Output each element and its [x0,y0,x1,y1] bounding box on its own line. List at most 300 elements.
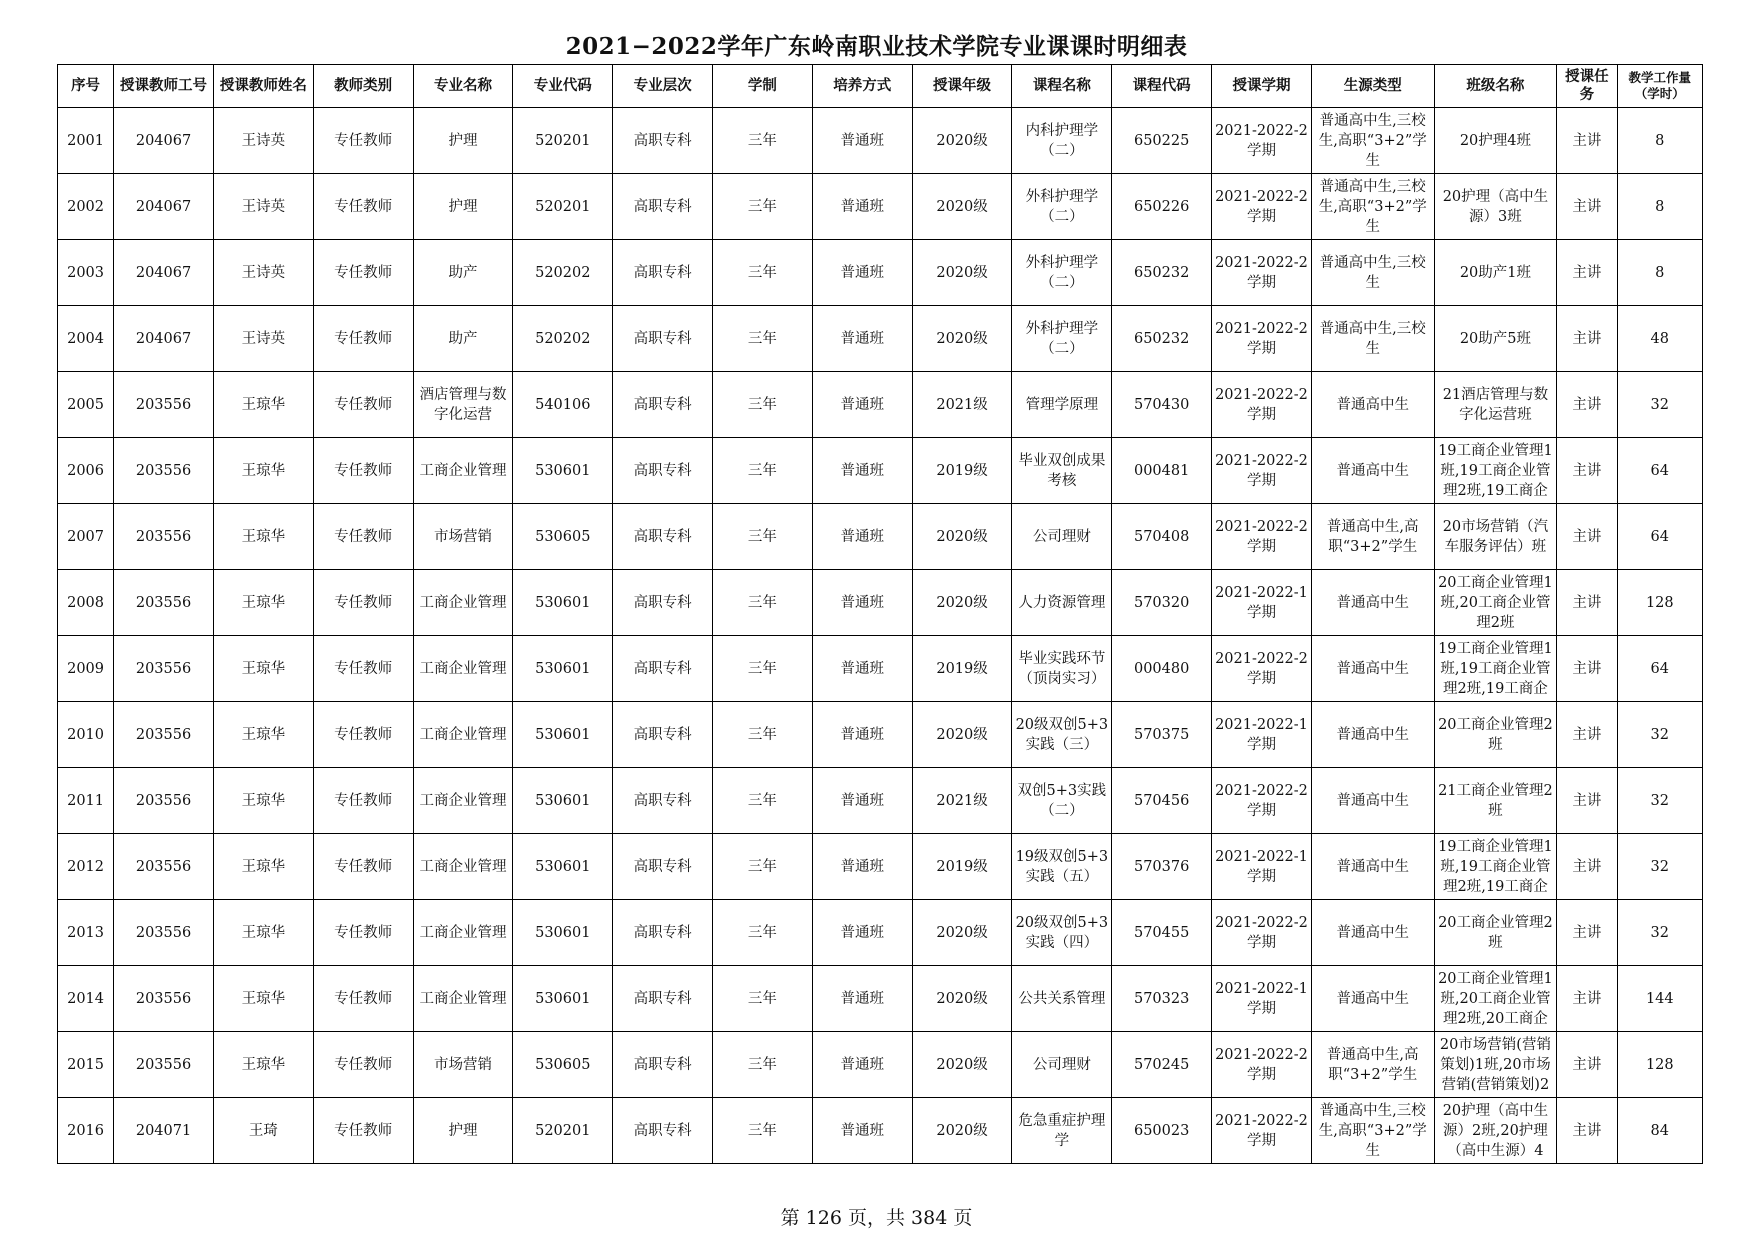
cell-text: 主讲 [1572,330,1602,347]
cell-text: 普通高中生,三校生,高职“3+2”学生 [1318,1102,1427,1159]
cell-text: 普通高中生 [1336,660,1409,677]
cell-text: 204067 [135,198,192,215]
cell-task [1557,768,1617,834]
cell-text: 2014 [67,990,105,1007]
cell-text: 20工商企业管理2班 [1438,914,1553,951]
cell-text: 普通高中生 [1336,594,1409,611]
header-cell: 课程名称 [1012,65,1112,108]
cell-grade [912,504,1012,570]
cell-text: 530605 [535,528,591,545]
cell-text: 普通高中生 [1336,924,1409,941]
cell-course-name [1012,504,1112,570]
cell-serial-no [58,636,114,702]
cell-training-mode [812,306,912,372]
cell-training-mode [812,504,912,570]
cell-major-code [513,702,613,768]
cell-text: 普通高中生,三校生 [1319,320,1426,357]
cell-semester [1212,768,1312,834]
cell-duration [713,504,813,570]
cell-semester [1212,570,1312,636]
cell-text: 高职专科 [633,1122,692,1139]
cell-text: 2008 [67,594,105,611]
cell-text: 三年 [747,792,777,809]
cell-major-name [413,570,513,636]
cell-text: 2021-2022-2学期 [1215,254,1308,291]
cell-training-mode [812,768,912,834]
cell-serial-no [58,966,114,1032]
cell-text: 主讲 [1572,660,1602,677]
cell-course-name [1012,108,1112,174]
cell-student-source [1311,900,1434,966]
cell-duration [713,108,813,174]
cell-semester [1212,174,1312,240]
cell-major-level [613,174,713,240]
cell-text: 普通班 [840,924,884,941]
cell-semester [1212,1032,1312,1098]
table-row [58,966,1703,1032]
cell-class-name [1434,174,1557,240]
cell-text: 普通高中生 [1336,396,1409,413]
cell-text: 普通高中生 [1336,726,1409,743]
cell-text: 570320 [1133,594,1190,611]
cell-text: 专任教师 [334,792,393,809]
cell-text: 2021-2022-2学期 [1215,914,1308,951]
cell-duration [713,834,813,900]
cell-semester [1212,702,1312,768]
cell-text: 三年 [747,726,777,743]
cell-grade [912,108,1012,174]
cell-major-code [513,1032,613,1098]
cell-text: 高职专科 [633,132,692,149]
cell-grade [912,900,1012,966]
header-cell: 生源类型 [1311,65,1434,108]
cell-duration [713,636,813,702]
cell-text: 650232 [1133,330,1190,347]
table-row [58,636,1703,702]
cell-text: 三年 [747,1122,777,1139]
cell-text: 专任教师 [334,594,393,611]
cell-teacher-id [114,900,214,966]
cell-grade [912,372,1012,438]
cell-serial-no [58,306,114,372]
cell-major-code [513,570,613,636]
cell-text: 专任教师 [334,660,393,677]
cell-text: 570456 [1133,792,1190,809]
cell-text: 专任教师 [334,264,393,281]
cell-major-level [613,240,713,306]
cell-major-code [513,372,613,438]
cell-text: 王琼华 [241,792,286,809]
cell-grade [912,966,1012,1032]
cell-task [1557,570,1617,636]
cell-text: 8 [1655,132,1665,149]
cell-major-name [413,966,513,1032]
cell-major-code [513,108,613,174]
cell-text: 2019级 [936,858,988,875]
cell-course-name [1012,570,1112,636]
cell-serial-no [58,240,114,306]
cell-serial-no [58,438,114,504]
cell-text: 570430 [1133,396,1190,413]
cell-major-code [513,1098,613,1164]
cell-text: 20助产1班 [1459,264,1532,281]
cell-grade [912,240,1012,306]
cell-task [1557,636,1617,702]
cell-teacher-id [114,966,214,1032]
cell-serial-no [58,570,114,636]
cell-duration [713,1098,813,1164]
cell-teacher-id [114,438,214,504]
cell-text: 20护理4班 [1459,132,1532,149]
cell-training-mode [812,834,912,900]
cell-text: 2021-2022-1学期 [1215,584,1308,621]
cell-text: 主讲 [1572,858,1602,875]
cell-text: 内科护理学（二） [1025,122,1099,159]
cell-teacher-type [313,108,413,174]
cell-text: 2021级 [936,396,988,413]
cell-teacher-type [313,1098,413,1164]
cell-course-name [1012,372,1112,438]
cell-text: 2020级 [936,990,988,1007]
cell-text: 市场营销 [433,1056,492,1073]
cell-semester [1212,966,1312,1032]
cell-text: 520202 [535,330,591,347]
header-cell: 授课教师工号 [114,65,214,108]
cell-text: 2004 [67,330,105,347]
cell-semester [1212,108,1312,174]
cell-text: 三年 [747,462,777,479]
cell-text: 主讲 [1572,1122,1602,1139]
cell-duration [713,372,813,438]
cell-text: 2016 [67,1122,105,1139]
cell-course-name [1012,768,1112,834]
cell-major-code [513,834,613,900]
cell-text: 530601 [535,726,591,743]
cell-text: 19工商企业管理1班,19工商企业管理2班,19工商企 [1438,838,1553,895]
cell-text: 2020级 [936,1122,988,1139]
cell-task [1557,240,1617,306]
cell-student-source [1311,240,1434,306]
cell-text: 530601 [535,462,591,479]
cell-text: 530601 [535,990,591,1007]
cell-text: 普通高中生 [1336,462,1409,479]
table-row [58,174,1703,240]
cell-training-mode [812,966,912,1032]
cell-class-name [1434,768,1557,834]
cell-task [1557,966,1617,1032]
cell-teacher-type [313,900,413,966]
cell-text: 普通高中生 [1336,858,1409,875]
cell-training-mode [812,570,912,636]
cell-text: 普通班 [840,660,884,677]
cell-major-level [613,966,713,1032]
cell-text: 530605 [535,1056,591,1073]
cell-text: 84 [1650,1122,1669,1139]
cell-text: 2020级 [936,264,988,281]
cell-serial-no [58,834,114,900]
cell-text: 助产 [448,264,478,281]
cell-major-name [413,834,513,900]
cell-course-code [1112,1098,1212,1164]
header-cell: 班级名称 [1434,65,1557,108]
cell-class-name [1434,966,1557,1032]
header-cell: 教师类别 [313,65,413,108]
cell-course-code [1112,372,1212,438]
cell-text: 王诗英 [241,264,286,281]
cell-major-level [613,1098,713,1164]
cell-course-code [1112,504,1212,570]
cell-major-code [513,900,613,966]
cell-text: 主讲 [1572,528,1602,545]
cell-text: 王琼华 [241,726,286,743]
cell-text: 2020级 [936,198,988,215]
cell-text: 530601 [535,660,591,677]
cell-duration [713,900,813,966]
cell-text: 外科护理学（二） [1025,320,1099,357]
cell-student-source [1311,504,1434,570]
cell-major-level [613,108,713,174]
cell-major-name [413,306,513,372]
cell-teacher-name [213,1098,313,1164]
cell-serial-no [58,702,114,768]
cell-major-level [613,834,713,900]
cell-workload [1617,1032,1702,1098]
cell-text: 公司理财 [1032,1056,1091,1073]
cell-workload [1617,834,1702,900]
cell-text: 32 [1650,396,1669,413]
cell-text: 主讲 [1572,594,1602,611]
cell-text: 203556 [135,924,192,941]
cell-major-code [513,636,613,702]
cell-duration [713,174,813,240]
cell-class-name [1434,834,1557,900]
cell-class-name [1434,240,1557,306]
cell-text: 2020级 [936,594,988,611]
cell-text: 普通高中生,三校生,高职“3+2”学生 [1318,112,1427,169]
cell-teacher-type [313,834,413,900]
cell-text: 2021-2022-2学期 [1215,122,1308,159]
cell-text: 20工商企业管理1班,20工商企业管理2班,20工商企 [1438,970,1553,1027]
cell-teacher-name [213,834,313,900]
cell-text: 19工商企业管理1班,19工商企业管理2班,19工商企 [1438,640,1553,697]
cell-text: 三年 [747,924,777,941]
cell-text: 19工商企业管理1班,19工商企业管理2班,19工商企 [1438,442,1553,499]
cell-semester [1212,834,1312,900]
cell-text: 2020级 [936,1056,988,1073]
cell-text: 工商企业管理 [419,462,507,479]
page-footer: 第 126 页，共 384 页 [780,1207,973,1229]
cell-text: 工商企业管理 [419,726,507,743]
cell-text: 2011 [67,792,105,809]
cell-text: 高职专科 [633,330,692,347]
cell-semester [1212,900,1312,966]
table-row [58,372,1703,438]
cell-major-name [413,108,513,174]
cell-task [1557,834,1617,900]
cell-teacher-type [313,174,413,240]
cell-text: 203556 [135,594,192,611]
cell-student-source [1311,1032,1434,1098]
cell-course-code [1112,570,1212,636]
header-cell: 培养方式 [812,65,912,108]
cell-major-code [513,240,613,306]
cell-text: 2021-2022-1学期 [1215,980,1308,1017]
cell-major-level [613,768,713,834]
cell-major-level [613,504,713,570]
cell-student-source [1311,1098,1434,1164]
cell-teacher-type [313,702,413,768]
page-title: 2021−2022学年广东岭南职业技术学院专业课课时明细表 [565,33,1188,60]
cell-text: 530601 [535,594,591,611]
cell-text: 普通班 [840,1122,884,1139]
cell-text: 2009 [67,660,105,677]
cell-teacher-id [114,834,214,900]
cell-workload [1617,108,1702,174]
cell-text: 20助产5班 [1459,330,1532,347]
cell-major-code [513,438,613,504]
cell-text: 64 [1650,660,1669,677]
cell-text: 204067 [135,264,192,281]
cell-course-name [1012,702,1112,768]
cell-grade [912,768,1012,834]
cell-teacher-id [114,636,214,702]
cell-course-name [1012,636,1112,702]
cell-task [1557,900,1617,966]
cell-course-code [1112,240,1212,306]
table-row [58,1098,1703,1164]
cell-text: 三年 [747,198,777,215]
cell-semester [1212,636,1312,702]
cell-teacher-name [213,966,313,1032]
cell-major-name [413,504,513,570]
cell-text: 普通班 [840,990,884,1007]
cell-text: 高职专科 [633,528,692,545]
cell-grade [912,1032,1012,1098]
cell-teacher-id [114,1032,214,1098]
cell-text: 管理学原理 [1025,396,1099,413]
cell-text: 普通班 [840,858,884,875]
cell-text: 助产 [448,330,478,347]
cell-workload [1617,702,1702,768]
cell-workload [1617,768,1702,834]
cell-text: 2007 [67,528,105,545]
cell-serial-no [58,372,114,438]
cell-teacher-name [213,504,313,570]
cell-workload [1617,438,1702,504]
cell-text: 普通高中生,三校生 [1319,254,1426,291]
cell-workload [1617,900,1702,966]
cell-student-source [1311,966,1434,1032]
cell-major-name [413,702,513,768]
cell-teacher-type [313,372,413,438]
cell-text: 工商企业管理 [419,792,507,809]
cell-text: 520201 [535,198,591,215]
cell-text: 王琼华 [241,1056,286,1073]
cell-text: 三年 [747,330,777,347]
cell-text: 2006 [67,462,105,479]
cell-text: 8 [1655,198,1665,215]
cell-task [1557,108,1617,174]
table-row [58,834,1703,900]
cell-workload [1617,570,1702,636]
header-cell: 序号 [58,65,114,108]
table-row [58,306,1703,372]
cell-course-code [1112,438,1212,504]
cell-teacher-name [213,372,313,438]
cell-text: 64 [1650,528,1669,545]
cell-serial-no [58,1032,114,1098]
cell-text: 主讲 [1572,396,1602,413]
cell-duration [713,306,813,372]
cell-text: 2019级 [936,660,988,677]
cell-text: 高职专科 [633,990,692,1007]
cell-text: 工商企业管理 [419,660,507,677]
cell-text: 工商企业管理 [419,858,507,875]
cell-student-source [1311,174,1434,240]
table-row [58,900,1703,966]
header-cell: 授课教师姓名 [213,65,313,108]
cell-teacher-id [114,702,214,768]
cell-teacher-id [114,1098,214,1164]
cell-text: 2002 [67,198,105,215]
cell-teacher-type [313,570,413,636]
cell-major-level [613,372,713,438]
cell-course-code [1112,1032,1212,1098]
cell-text: 双创5+3实践（二） [1017,782,1107,819]
cell-course-code [1112,108,1212,174]
cell-text: 专任教师 [334,858,393,875]
cell-text: 650023 [1133,1122,1190,1139]
cell-text: 20市场营销(营销策划)1班,20市场营销(营销策划)2 [1439,1036,1551,1093]
cell-text: 主讲 [1572,990,1602,1007]
cell-major-code [513,174,613,240]
cell-course-code [1112,900,1212,966]
cell-text: 主讲 [1572,462,1602,479]
cell-task [1557,1098,1617,1164]
cell-task [1557,372,1617,438]
cell-class-name [1434,438,1557,504]
cell-course-code [1112,636,1212,702]
cell-text: 203556 [135,528,192,545]
cell-training-mode [812,1032,912,1098]
cell-training-mode [812,372,912,438]
cell-text: 19级双创5+3实践（五） [1015,848,1109,885]
cell-text: 专任教师 [334,462,393,479]
table-header [58,65,1703,108]
cell-text: 570323 [1133,990,1190,1007]
cell-text: 540106 [535,396,591,413]
cell-teacher-name [213,108,313,174]
cell-course-code [1112,768,1212,834]
table-body [58,108,1703,1164]
cell-teacher-id [114,372,214,438]
cell-teacher-id [114,240,214,306]
cell-text: 20级双创5+3实践（四） [1015,914,1109,951]
cell-text: 普通班 [840,528,884,545]
cell-course-name [1012,1032,1112,1098]
cell-text: 520202 [535,264,591,281]
cell-teacher-name [213,570,313,636]
cell-text: 20级双创5+3实践（三） [1015,716,1109,753]
cell-teacher-type [313,636,413,702]
cell-semester [1212,1098,1312,1164]
cell-text: 毕业实践环节（顶岗实习） [1018,650,1106,687]
cell-text: 普通班 [840,792,884,809]
cell-grade [912,174,1012,240]
cell-teacher-type [313,966,413,1032]
cell-text: 王琼华 [241,924,286,941]
cell-teacher-name [213,240,313,306]
